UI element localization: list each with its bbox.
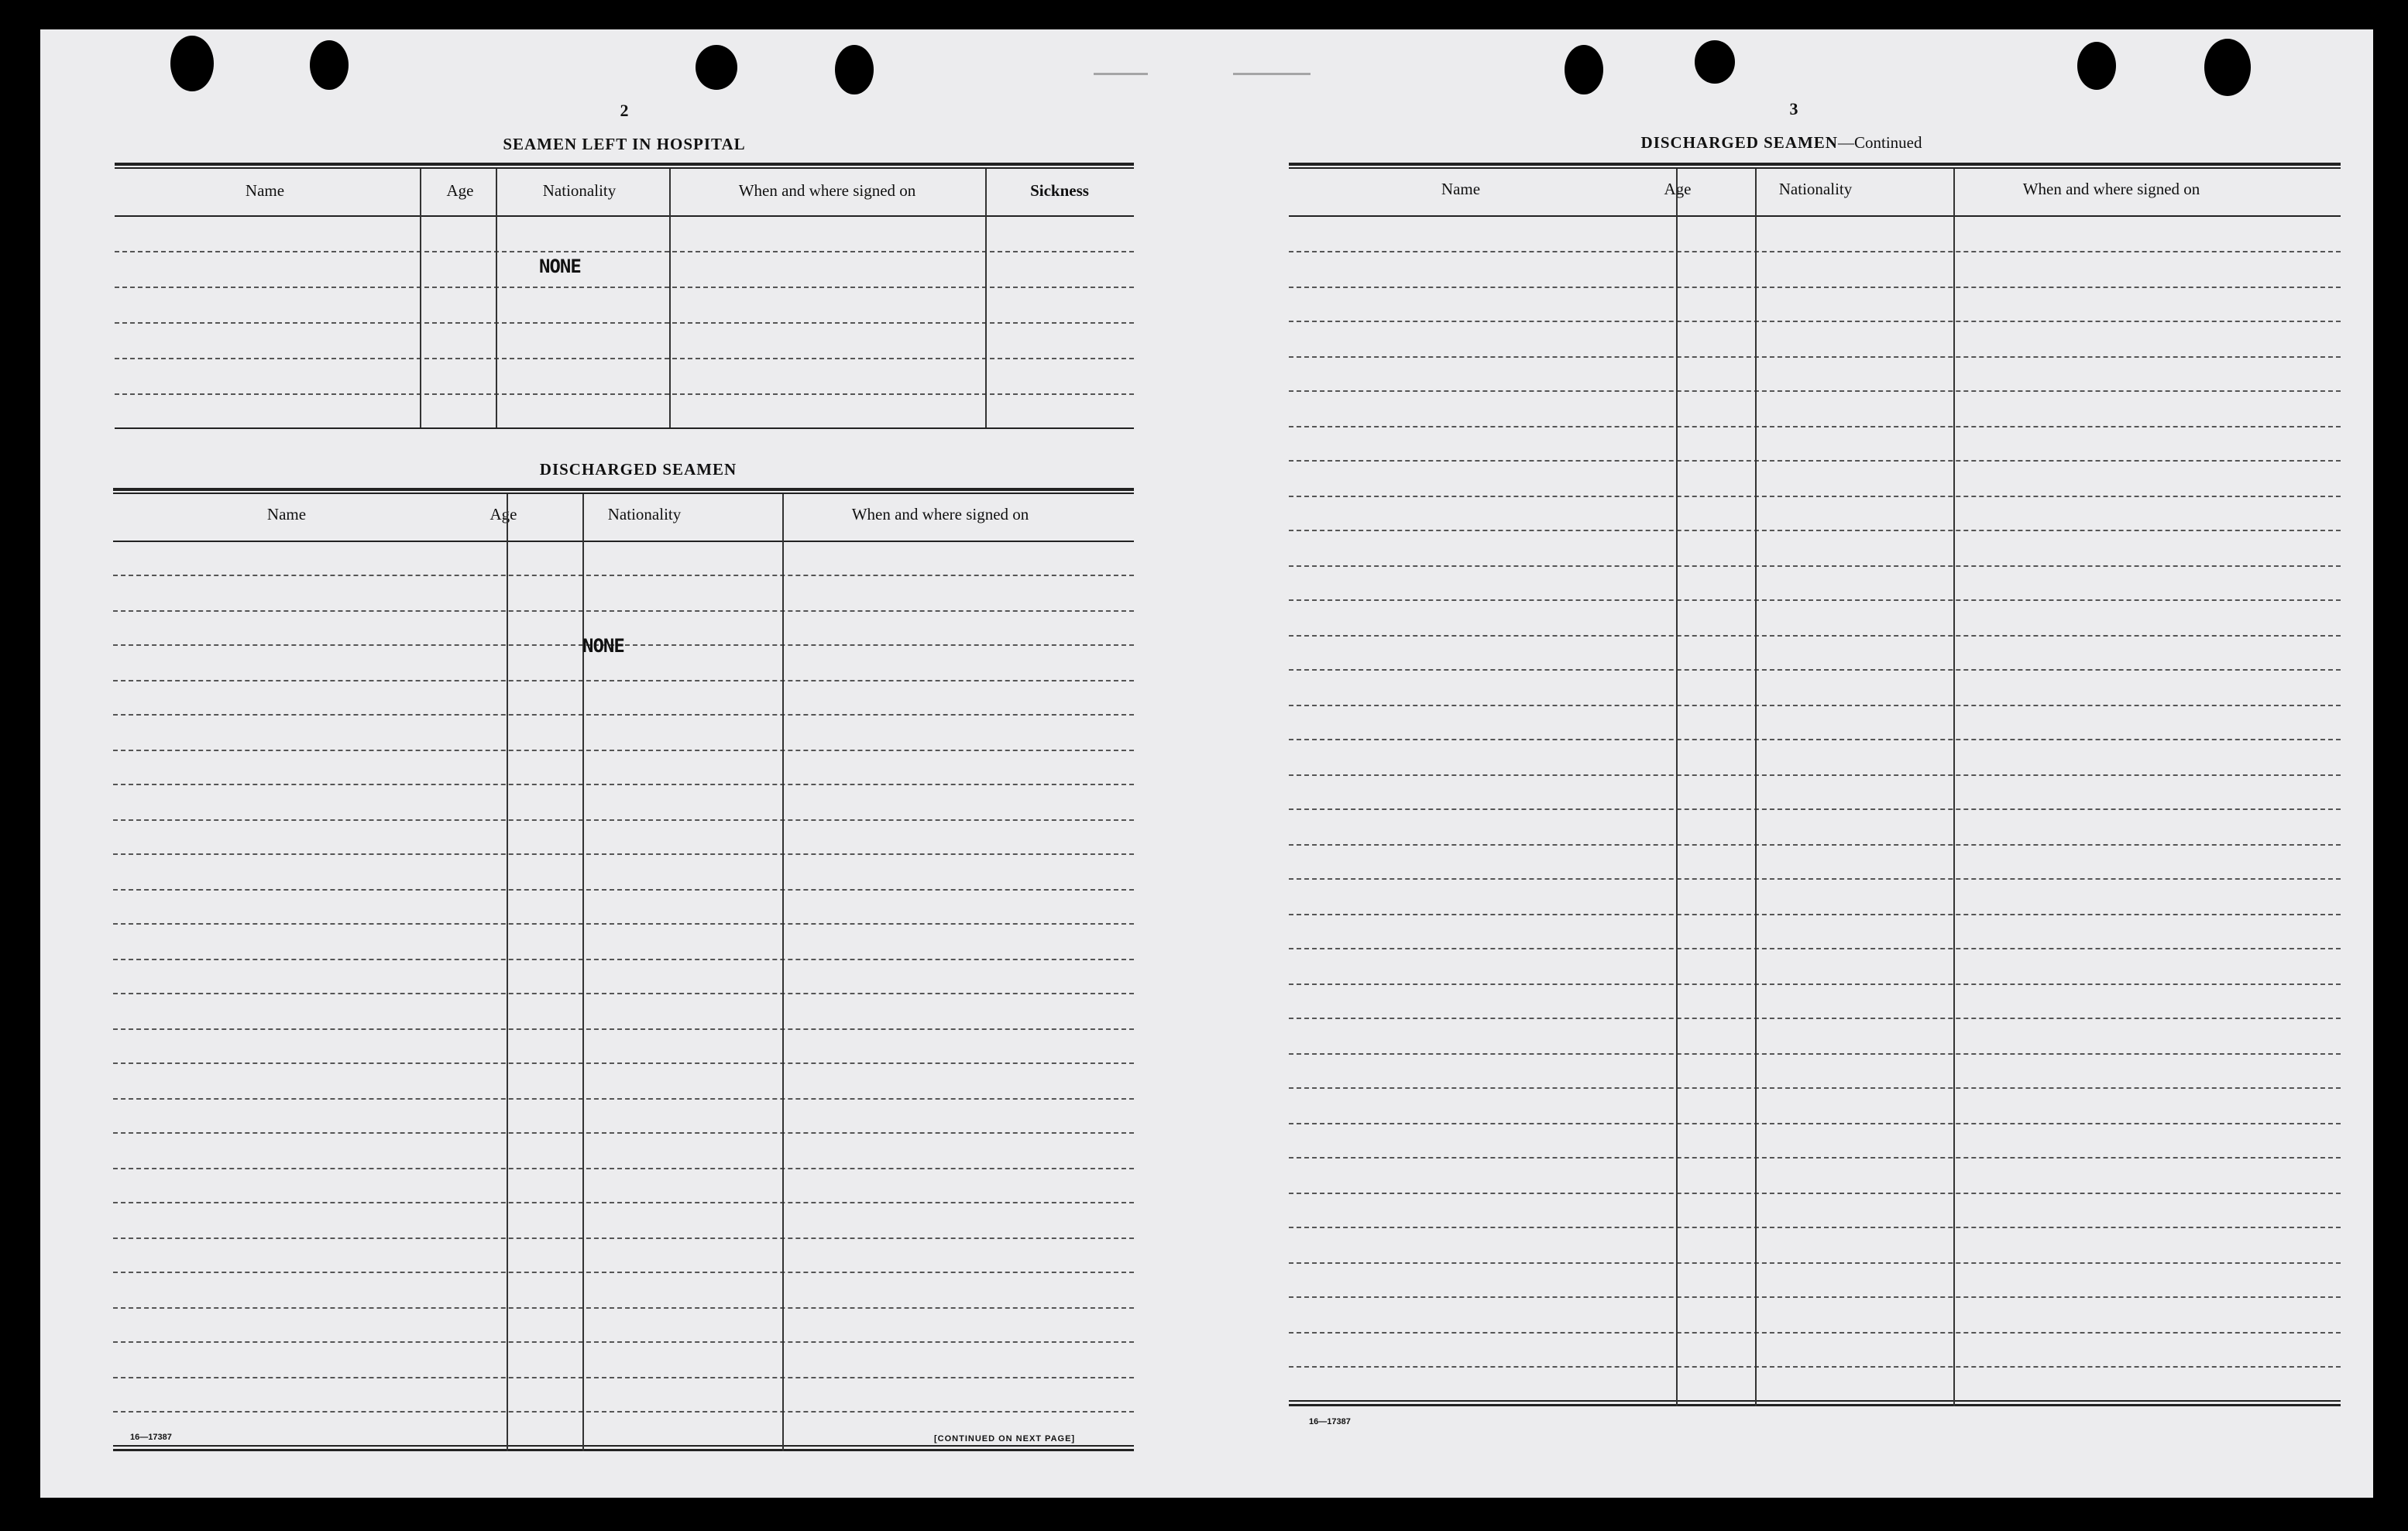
punch-hole: [1695, 40, 1735, 84]
table-bottom-rule: [113, 1445, 1134, 1451]
column-header-name: Name: [245, 181, 285, 200]
row-line: [1289, 496, 2341, 497]
column-header-signed-on: When and where signed on: [851, 505, 1029, 523]
punch-hole: [170, 36, 214, 91]
column-divider: [782, 494, 784, 1451]
discharged-section-title: DISCHARGED SEAMEN: [539, 460, 737, 479]
row-line: [1289, 321, 2341, 322]
page-number-left: 2: [620, 101, 629, 120]
row-line: [1289, 1157, 2341, 1159]
row-line: [1289, 599, 2341, 601]
row-line: [113, 1411, 1134, 1413]
row-line: [113, 993, 1134, 994]
row-line: [1289, 705, 2341, 706]
punch-hole: [835, 45, 874, 94]
row-line: [1289, 251, 2341, 252]
page-number-right: 3: [1789, 99, 1798, 118]
column-header-signed-on: When and where signed on: [2022, 180, 2200, 198]
row-line: [113, 1272, 1134, 1273]
row-line: [113, 1307, 1134, 1309]
header-rule: [115, 215, 1134, 217]
column-header-signed-on: When and where signed on: [738, 181, 916, 200]
table-bottom-rule: [1289, 1400, 2341, 1406]
hospital-section-title: SEAMEN LEFT IN HOSPITAL: [503, 135, 746, 153]
hospital-entry-stamp: NONE: [539, 256, 581, 277]
row-line: [1289, 948, 2341, 949]
column-divider: [496, 169, 497, 427]
row-line: [1289, 983, 2341, 985]
discharged-entry-stamp: NONE: [582, 635, 624, 657]
row-line: [1289, 844, 2341, 846]
row-line: [115, 358, 1134, 359]
row-line: [113, 784, 1134, 785]
column-header-name: Name: [1441, 180, 1481, 198]
continued-note: [CONTINUED ON NEXT PAGE]: [934, 1434, 1076, 1443]
row-line: [1289, 460, 2341, 462]
hospital-table: [115, 163, 1134, 440]
column-divider: [985, 169, 987, 427]
right-section-title-suffix: —Continued: [1837, 133, 1922, 152]
row-line: [1289, 1123, 2341, 1124]
discharged-table-right: [1289, 163, 2341, 1420]
row-line: [113, 889, 1134, 891]
ledger-sheet: [40, 29, 2373, 1498]
punch-hole: [1565, 45, 1603, 94]
row-line: [1289, 390, 2341, 392]
row-line: [1289, 1193, 2341, 1194]
row-line: [113, 819, 1134, 821]
table-top-rule: [1289, 163, 2341, 169]
row-line: [1289, 1053, 2341, 1055]
form-number-left: 16—17387: [130, 1433, 172, 1442]
row-line: [113, 575, 1134, 576]
header-rule: [1289, 215, 2341, 217]
table-top-rule: [115, 163, 1134, 169]
row-line: [1289, 774, 2341, 776]
column-divider: [1755, 169, 1757, 1406]
row-line: [113, 853, 1134, 855]
form-number-right: 16—17387: [1309, 1417, 1351, 1426]
row-line: [113, 680, 1134, 681]
column-divider: [669, 169, 671, 427]
row-line: [1289, 1332, 2341, 1334]
row-line: [1289, 1227, 2341, 1228]
row-line: [115, 251, 1134, 252]
row-line: [1289, 1262, 2341, 1264]
column-header-nationality: Nationality: [607, 505, 682, 523]
row-line: [1289, 530, 2341, 531]
row-line: [113, 1238, 1134, 1239]
row-line: [113, 1132, 1134, 1134]
bleed-mark: [1094, 73, 1148, 75]
table-top-rule: [113, 488, 1134, 494]
row-line: [113, 923, 1134, 925]
column-divider: [1953, 169, 1955, 1406]
row-line: [113, 610, 1134, 612]
column-divider: [420, 169, 421, 427]
column-header-age: Age: [446, 181, 474, 200]
row-line: [115, 393, 1134, 395]
discharged-table-left: [113, 488, 1134, 1464]
punch-hole: [2077, 42, 2116, 90]
row-line: [1289, 287, 2341, 288]
row-line: [115, 322, 1134, 324]
row-line: [113, 1098, 1134, 1100]
row-line: [1289, 878, 2341, 880]
column-header-age: Age: [1664, 180, 1692, 198]
row-line: [1289, 914, 2341, 915]
row-line: [113, 714, 1134, 716]
row-line: [113, 1168, 1134, 1169]
punch-hole: [696, 45, 737, 90]
right-section-title-main: DISCHARGED SEAMEN: [1640, 133, 1838, 152]
row-line: [1289, 808, 2341, 810]
row-line: [1289, 1296, 2341, 1298]
row-line: [115, 287, 1134, 288]
header-rule: [113, 541, 1134, 542]
row-line: [1289, 669, 2341, 671]
punch-hole: [2204, 39, 2251, 96]
row-line: [1289, 565, 2341, 567]
row-line: [1289, 426, 2341, 427]
table-bottom-rule: [115, 427, 1134, 429]
row-line: [113, 1377, 1134, 1378]
right-section-title: [1641, 133, 1922, 153]
punch-hole: [310, 40, 349, 90]
row-line: [1289, 1087, 2341, 1089]
row-line: [113, 1202, 1134, 1203]
column-header-nationality: Nationality: [542, 181, 617, 200]
row-line: [113, 959, 1134, 960]
column-header-sickness: Sickness: [1030, 181, 1089, 200]
column-header-nationality: Nationality: [1778, 180, 1853, 198]
row-line: [113, 1028, 1134, 1030]
row-line: [113, 750, 1134, 751]
row-line: [113, 1062, 1134, 1064]
bleed-mark: [1233, 73, 1310, 75]
column-header-age: Age: [490, 505, 517, 523]
row-line: [1289, 1366, 2341, 1368]
row-line: [1289, 739, 2341, 740]
column-header-name: Name: [266, 505, 307, 523]
column-divider: [507, 494, 508, 1451]
row-line: [1289, 1018, 2341, 1019]
row-line: [1289, 635, 2341, 637]
column-divider: [1676, 169, 1678, 1406]
row-line: [113, 1341, 1134, 1343]
row-line: [1289, 356, 2341, 358]
